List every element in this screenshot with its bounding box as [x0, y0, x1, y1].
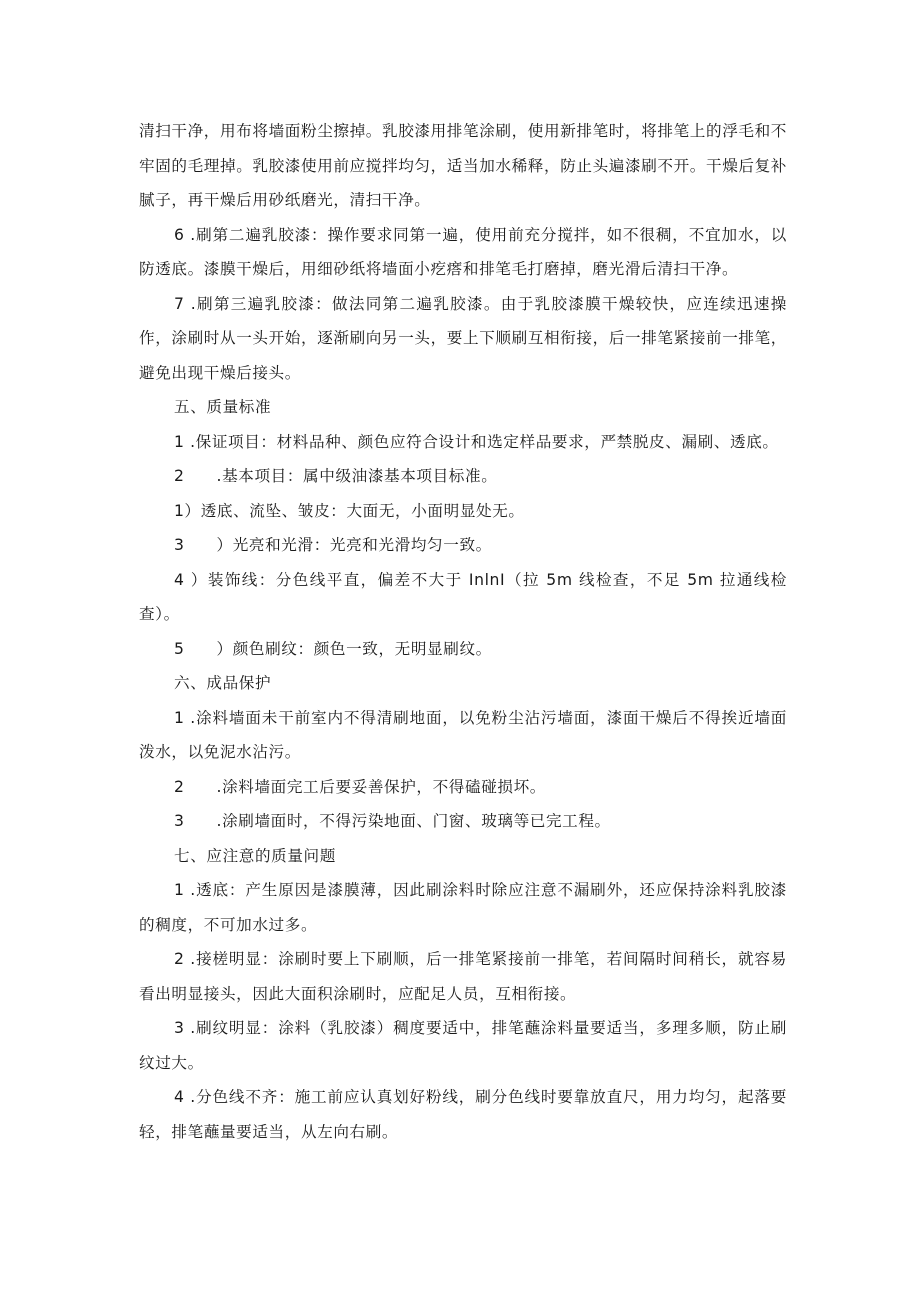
item-number: 3 — [174, 812, 185, 830]
item-text: .涂刷墙面时，不得污染地面、门窗、玻璃等已完工程。 — [216, 812, 611, 830]
paragraph-protection-3 — [139, 804, 787, 839]
paragraph-issue-color-line: 4 .分色线不齐：施工前应认真划好粉线，刷分色线时要靠放直尺，用力均匀，起落要轻，排笔蘸量要适当，从左向右刷。 — [139, 1088, 787, 1141]
item-number: 3 — [174, 536, 185, 554]
paragraph-issue-brushmarks: 3 .刷纹明显：涂料（乳胶漆）稠度要适中，排笔蘸涂料量要适当，多理多顺，防止刷纹过大。 — [139, 1019, 787, 1072]
item-text: .涂料墙面完工后要妥善保护，不得磕碰损坏。 — [216, 777, 546, 796]
paragraph-protection-1: 1 .涂料墙面未干前室内不得清刷地面，以免粉尘沾污墙面，漆面干燥后不得挨近墙面泼水，以免泥水沾污。 — [139, 708, 787, 761]
heading-quality-issues: 七、应注意的质量问题 — [174, 846, 336, 865]
item-number: 2 — [174, 467, 185, 485]
paragraph-basic-items — [139, 459, 787, 494]
paragraph-color-brushmarks — [139, 632, 787, 667]
paragraph-issue-joints: 2 .接槎明显：涂刷时要上下刷顺，后一排笔紧接前一排笔，若间隔时间稍长，就容易看出明显接头，因此大面积涂刷时，应配足人员，互相衔接。 — [139, 950, 787, 1003]
paragraph-second-coat: 6 .刷第二遍乳胶漆：操作要求同第一遍，使用前充分搅拌，如不很稠，不宜加水，以防透底。漆膜干燥后，用细砂纸将墙面小疙瘩和排笔毛打磨掉，磨光滑后清扫干净。 — [139, 225, 787, 278]
item-text: ）颜色刷纹：颜色一致，无明显刷纹。 — [216, 639, 492, 658]
paragraph-third-coat: 7 .刷第三遍乳胶漆：做法同第二遍乳胶漆。由于乳胶漆膜干燥较快，应连续迅速操作，涂刷时从一头开始，逐渐刷向另一头，要上下顺刷互相衔接，后一排笔紧接前一排笔，避免出现干燥后接头。 — [139, 294, 787, 382]
paragraph-gloss — [139, 528, 787, 563]
item-text: ）光亮和光滑：光亮和光滑均匀一致。 — [216, 536, 492, 554]
heading-product-protection: 六、成品保护 — [174, 674, 272, 692]
paragraph-sagging: 1）透底、流坠、皱皮：大面无，小面明显处无。 — [174, 501, 525, 520]
item-text: .基本项目：属中级油漆基本项目标准。 — [216, 467, 498, 485]
item-number: 5 — [174, 639, 185, 658]
heading-quality-standard: 五、质量标准 — [174, 398, 272, 416]
paragraph-decorative-line: 4 ）装饰线：分色线平直，偏差不大于 InlnI（拉 5m 线检查，不足 5m 拉通线检查）。 — [139, 570, 787, 623]
paragraph-protection-2 — [139, 770, 787, 805]
paragraph-painting-continued: 清扫干净，用布将墙面粉尘擦掉。乳胶漆用排笔涂刷，使用新排笔时，将排笔上的浮毛和不牢固的毛理掉。乳胶漆使用前应搅拌均匀，适当加水稀释，防止头遍漆刷不开。干燥后复补腻子，再干燥后用砂纸磨光，清扫干净。 — [139, 122, 787, 209]
paragraph-issue-show-through: 1 .透底：产生原因是漆膜薄，因此刷涂料时除应注意不漏刷外，还应保持涂料乳胶漆的稠度，不可加水过多。 — [139, 881, 787, 934]
paragraph-guarantee-items: 1 .保证项目：材料品种、颜色应符合设计和选定样品要求，严禁脱皮、漏刷、透底。 — [174, 432, 779, 451]
item-number: 2 — [174, 777, 185, 796]
document-page — [139, 114, 787, 1149]
